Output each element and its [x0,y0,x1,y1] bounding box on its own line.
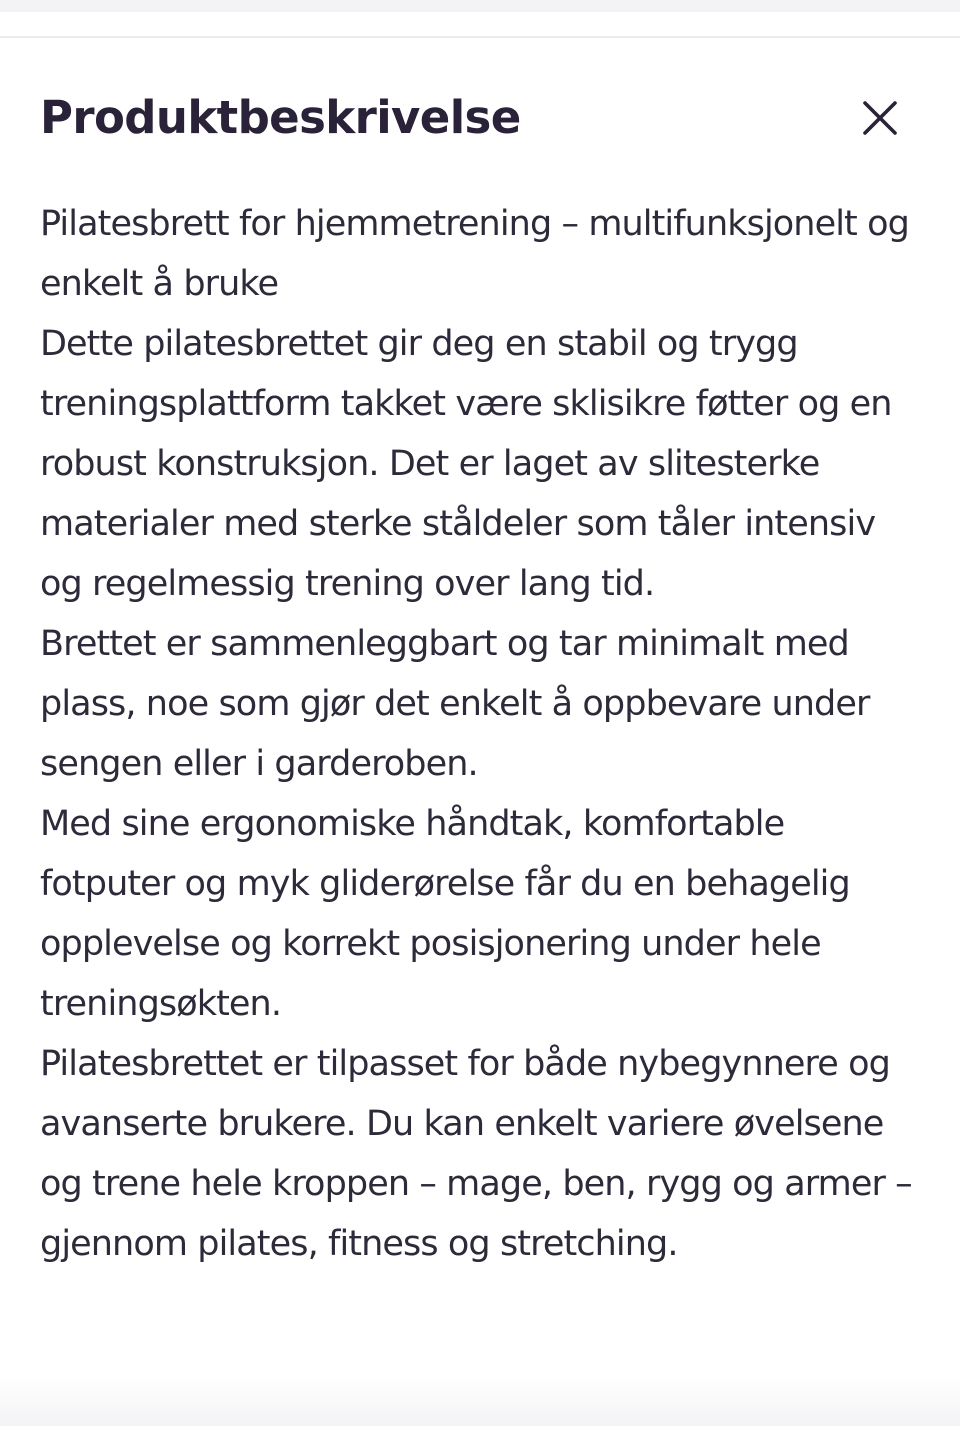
close-icon [856,94,904,142]
top-strip [0,0,960,12]
description-paragraph: Pilatesbrettet er tilpasset for både nybegynnere og avanserte brukere. Du kan enkelt variere øvelsene og trene hele kroppen – mage, ben, rygg og armer – gjennom pilates, fitness og stretching. [40,1044,912,1264]
description-paragraph: Pilatesbrett for hjemmetrening – multifunksjonelt og enkelt å bruke [40,204,909,304]
description-paragraph: Brettet er sammenleggbart og tar minimalt med plass, noe som gjør det enkelt å oppbevare under sengen eller i garderoben. [40,624,870,784]
product-description-sheet [0,38,960,1426]
bottom-bar [0,1426,960,1456]
modal-title: Produktbeskrivelse [40,91,521,144]
close-button[interactable] [856,94,904,142]
description-paragraph: Dette pilatesbrettet gir deg en stabil og trygg treningsplattform takket være sklisikre føtter og en robust konstruksjon. Det er laget av slitesterke materialer med sterke ståldeler som tåler intensiv og regelmessig trening over lang tid. [40,324,892,604]
product-description [40,194,920,1274]
description-paragraph: Med sine ergonomiske håndtak, komfortable fotputer og myk gliderørelse får du en behagelig opplevelse og korrekt posisjonering under hele treningsøkten. [40,804,850,1024]
